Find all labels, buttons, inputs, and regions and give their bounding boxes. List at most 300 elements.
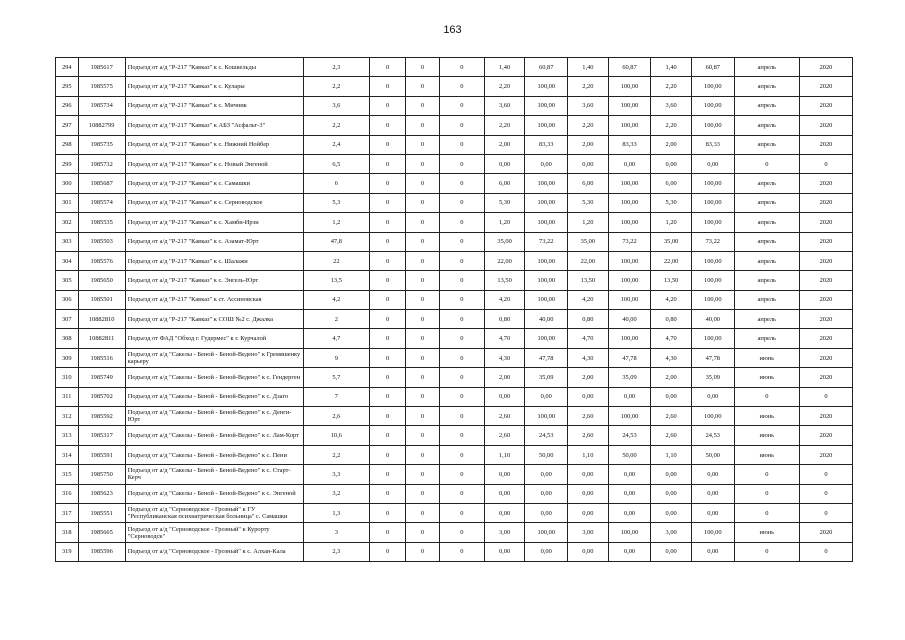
cell-row-number: 300: [56, 174, 79, 193]
cell-value-2: 0: [406, 310, 440, 329]
cell-length: 2,4: [303, 135, 369, 154]
cell-year: 2020: [799, 232, 852, 251]
cell-value-1: 0: [370, 232, 406, 251]
cell-row-number: 306: [56, 290, 79, 309]
cell-year: 2020: [799, 348, 852, 367]
cell-percent-3: 100,00: [691, 251, 734, 270]
cell-value-2: 0: [406, 77, 440, 96]
cell-month: июнь: [734, 426, 799, 445]
cell-length: 22: [303, 251, 369, 270]
cell-percent-2: 100,00: [608, 407, 651, 426]
cell-road-id: 10882811: [78, 329, 125, 348]
cell-road-name: Подъезд от а/д "Р-217 "Кавказ" к АБЗ "Асфальт-3": [125, 116, 303, 135]
cell-value-6: 1,40: [651, 58, 692, 77]
cell-percent-3: 100,00: [691, 407, 734, 426]
cell-value-1: 0: [370, 310, 406, 329]
cell-row-number: 299: [56, 154, 79, 173]
cell-value-4: 4,70: [484, 329, 525, 348]
cell-row-number: 312: [56, 407, 79, 426]
table-row: [56, 484, 853, 503]
cell-road-id: 1985702: [78, 387, 125, 406]
cell-value-2: 0: [406, 523, 440, 542]
cell-percent-2: 0,00: [608, 154, 651, 173]
table-row: [56, 154, 853, 173]
cell-value-5: 1,10: [568, 445, 609, 464]
cell-percent-1: 100,00: [525, 174, 568, 193]
cell-value-6: 2,20: [651, 116, 692, 135]
cell-year: 2020: [799, 135, 852, 154]
cell-value-3: 0: [439, 348, 484, 367]
cell-length: 5,7: [303, 368, 369, 387]
cell-road-id: 1985535: [78, 213, 125, 232]
cell-percent-1: 100,00: [525, 329, 568, 348]
cell-road-id: 1985317: [78, 426, 125, 445]
cell-value-1: 0: [370, 116, 406, 135]
cell-value-3: 0: [439, 523, 484, 542]
cell-length: 3,2: [303, 484, 369, 503]
cell-percent-1: 100,00: [525, 523, 568, 542]
cell-value-5: 0,00: [568, 503, 609, 522]
cell-percent-2: 100,00: [608, 329, 651, 348]
cell-percent-1: 100,00: [525, 96, 568, 115]
cell-road-name: Подъезд от а/д "Р-217 "Кавказ" к с. Кошкельды: [125, 58, 303, 77]
cell-value-2: 0: [406, 465, 440, 484]
cell-value-3: 0: [439, 465, 484, 484]
cell-value-4: 13,50: [484, 271, 525, 290]
cell-value-1: 0: [370, 96, 406, 115]
cell-month: апрель: [734, 193, 799, 212]
cell-road-name: Подъезд от а/д "Сакелы - Беной - Беной-Ведено" к с. Пени: [125, 445, 303, 464]
cell-value-3: 0: [439, 503, 484, 522]
cell-value-2: 0: [406, 116, 440, 135]
cell-value-5: 0,00: [568, 465, 609, 484]
cell-year: 2020: [799, 445, 852, 464]
cell-length: 5,3: [303, 193, 369, 212]
cell-length: 2,6: [303, 407, 369, 426]
cell-road-name: Подъезд от а/д "Р-217 "Кавказ" к с. Хамби-Ирзи: [125, 213, 303, 232]
cell-row-number: 297: [56, 116, 79, 135]
cell-row-number: 304: [56, 251, 79, 270]
cell-road-id: 10882799: [78, 116, 125, 135]
cell-value-6: 22,00: [651, 251, 692, 270]
cell-percent-3: 100,00: [691, 290, 734, 309]
cell-length: 6: [303, 174, 369, 193]
cell-percent-1: 47,78: [525, 348, 568, 367]
cell-year: 2020: [799, 290, 852, 309]
cell-value-6: 0,00: [651, 387, 692, 406]
cell-percent-2: 100,00: [608, 77, 651, 96]
cell-value-5: 6,00: [568, 174, 609, 193]
cell-month: апрель: [734, 174, 799, 193]
cell-road-name: Подъезд от а/д "Сакелы - Беной - Беной-Ведено" к с. Денги-Юрт: [125, 407, 303, 426]
cell-value-4: 2,60: [484, 407, 525, 426]
cell-value-2: 0: [406, 135, 440, 154]
cell-percent-3: 24,53: [691, 426, 734, 445]
cell-value-6: 2,60: [651, 407, 692, 426]
cell-value-5: 0,00: [568, 484, 609, 503]
cell-row-number: 310: [56, 368, 79, 387]
cell-value-1: 0: [370, 348, 406, 367]
cell-value-3: 0: [439, 251, 484, 270]
cell-road-name: Подъезд от ФАД "Обход г. Гудермес" к г. Курчалой: [125, 329, 303, 348]
cell-value-4: 35,00: [484, 232, 525, 251]
cell-length: 2,2: [303, 445, 369, 464]
cell-road-id: 1985750: [78, 465, 125, 484]
cell-percent-3: 60,87: [691, 58, 734, 77]
cell-percent-2: 100,00: [608, 174, 651, 193]
cell-length: 3: [303, 523, 369, 542]
cell-value-6: 2,60: [651, 426, 692, 445]
cell-value-1: 0: [370, 290, 406, 309]
cell-road-name: Подъезд от а/д "Р-217 "Кавказ" к с. Нижний Нойбер: [125, 135, 303, 154]
cell-road-name: Подъезд от а/д "Р-217 "Кавказ" к с. Кулары: [125, 77, 303, 96]
cell-percent-2: 100,00: [608, 290, 651, 309]
table-row: [56, 290, 853, 309]
cell-value-3: 0: [439, 193, 484, 212]
cell-value-2: 0: [406, 232, 440, 251]
cell-month: апрель: [734, 290, 799, 309]
cell-value-3: 0: [439, 58, 484, 77]
cell-value-5: 0,00: [568, 387, 609, 406]
cell-value-6: 0,80: [651, 310, 692, 329]
cell-percent-3: 50,00: [691, 445, 734, 464]
table-row: [56, 503, 853, 522]
cell-year: 0: [799, 465, 852, 484]
cell-road-id: 1985735: [78, 135, 125, 154]
cell-percent-3: 100,00: [691, 329, 734, 348]
cell-year: 2020: [799, 58, 852, 77]
cell-row-number: 308: [56, 329, 79, 348]
cell-value-5: 0,00: [568, 154, 609, 173]
cell-value-4: 2,20: [484, 77, 525, 96]
cell-percent-3: 83,33: [691, 135, 734, 154]
cell-value-6: 4,20: [651, 290, 692, 309]
table-row: [56, 271, 853, 290]
cell-length: 7: [303, 387, 369, 406]
cell-row-number: 307: [56, 310, 79, 329]
cell-value-5: 1,40: [568, 58, 609, 77]
cell-value-1: 0: [370, 271, 406, 290]
table-row: [56, 213, 853, 232]
cell-value-5: 0,00: [568, 542, 609, 561]
table-row: [56, 310, 853, 329]
cell-percent-3: 100,00: [691, 174, 734, 193]
cell-percent-1: 60,87: [525, 58, 568, 77]
cell-year: 2020: [799, 174, 852, 193]
cell-road-id: 1985734: [78, 96, 125, 115]
cell-month: апрель: [734, 271, 799, 290]
cell-percent-1: 100,00: [525, 271, 568, 290]
cell-value-6: 0,00: [651, 503, 692, 522]
cell-value-5: 0,80: [568, 310, 609, 329]
cell-value-3: 0: [439, 310, 484, 329]
cell-value-2: 0: [406, 290, 440, 309]
cell-percent-2: 0,00: [608, 542, 651, 561]
cell-value-4: 2,00: [484, 135, 525, 154]
cell-percent-2: 35,09: [608, 368, 651, 387]
cell-value-2: 0: [406, 348, 440, 367]
cell-road-id: 1985623: [78, 484, 125, 503]
cell-value-5: 1,20: [568, 213, 609, 232]
table-row: [56, 387, 853, 406]
cell-year: 0: [799, 154, 852, 173]
cell-length: 2,2: [303, 77, 369, 96]
cell-road-name: Подъезд от а/д "Р-217 "Кавказ" к с. Энгель-Юрт: [125, 271, 303, 290]
cell-value-4: 0,00: [484, 154, 525, 173]
cell-value-3: 0: [439, 232, 484, 251]
table-row: [56, 77, 853, 96]
cell-row-number: 309: [56, 348, 79, 367]
cell-row-number: 296: [56, 96, 79, 115]
cell-percent-3: 0,00: [691, 154, 734, 173]
cell-year: 2020: [799, 77, 852, 96]
table-row: [56, 426, 853, 445]
cell-month: апрель: [734, 232, 799, 251]
cell-value-1: 0: [370, 445, 406, 464]
cell-value-5: 2,20: [568, 116, 609, 135]
cell-value-5: 22,00: [568, 251, 609, 270]
cell-road-name: Подъезд от а/д "Р-217 "Кавказ" к с. Азамат-Юрт: [125, 232, 303, 251]
cell-value-4: 3,60: [484, 96, 525, 115]
cell-percent-3: 100,00: [691, 193, 734, 212]
cell-month: 0: [734, 484, 799, 503]
cell-value-5: 2,00: [568, 135, 609, 154]
cell-value-1: 0: [370, 368, 406, 387]
cell-month: июнь: [734, 368, 799, 387]
cell-value-6: 3,00: [651, 523, 692, 542]
cell-value-2: 0: [406, 387, 440, 406]
cell-value-1: 0: [370, 135, 406, 154]
cell-value-1: 0: [370, 542, 406, 561]
cell-percent-1: 100,00: [525, 77, 568, 96]
cell-value-5: 3,00: [568, 523, 609, 542]
cell-value-3: 0: [439, 135, 484, 154]
cell-percent-1: 50,00: [525, 445, 568, 464]
cell-value-4: 1,20: [484, 213, 525, 232]
cell-value-3: 0: [439, 445, 484, 464]
cell-value-2: 0: [406, 329, 440, 348]
cell-month: 0: [734, 465, 799, 484]
cell-value-3: 0: [439, 329, 484, 348]
cell-year: 2020: [799, 310, 852, 329]
cell-percent-2: 0,00: [608, 503, 651, 522]
cell-value-6: 4,70: [651, 329, 692, 348]
cell-percent-3: 0,00: [691, 387, 734, 406]
cell-road-id: 1985592: [78, 407, 125, 426]
cell-value-2: 0: [406, 96, 440, 115]
cell-year: 2020: [799, 426, 852, 445]
cell-value-4: 0,00: [484, 542, 525, 561]
cell-month: июнь: [734, 348, 799, 367]
cell-value-3: 0: [439, 542, 484, 561]
cell-value-4: 22,00: [484, 251, 525, 270]
table-row: [56, 329, 853, 348]
cell-value-6: 0,00: [651, 484, 692, 503]
cell-percent-3: 100,00: [691, 523, 734, 542]
cell-road-id: 1985749: [78, 368, 125, 387]
cell-value-4: 4,20: [484, 290, 525, 309]
cell-road-id: 1985687: [78, 174, 125, 193]
cell-value-3: 0: [439, 407, 484, 426]
cell-value-3: 0: [439, 213, 484, 232]
cell-value-6: 2,20: [651, 77, 692, 96]
cell-percent-2: 24,53: [608, 426, 651, 445]
cell-value-5: 2,20: [568, 77, 609, 96]
cell-value-1: 0: [370, 213, 406, 232]
cell-road-id: 10882810: [78, 310, 125, 329]
cell-value-2: 0: [406, 154, 440, 173]
cell-value-6: 6,00: [651, 174, 692, 193]
cell-value-2: 0: [406, 503, 440, 522]
cell-road-id: 1985503: [78, 232, 125, 251]
cell-year: 0: [799, 484, 852, 503]
cell-value-4: 2,20: [484, 116, 525, 135]
cell-percent-1: 83,33: [525, 135, 568, 154]
cell-year: 2020: [799, 271, 852, 290]
cell-road-name: Подъезд от а/д "Сакелы - Беной - Беной-Ведено" к с. Старт-Керч: [125, 465, 303, 484]
cell-value-3: 0: [439, 116, 484, 135]
cell-value-6: 1,20: [651, 213, 692, 232]
table-row: [56, 523, 853, 542]
cell-road-name: Подъезд от а/д "Сакелы - Беной - Беной-Ведено" к Гремяшенку карьеру: [125, 348, 303, 367]
cell-percent-2: 60,87: [608, 58, 651, 77]
cell-value-1: 0: [370, 77, 406, 96]
cell-length: 10,6: [303, 426, 369, 445]
cell-month: 0: [734, 387, 799, 406]
cell-road-id: 1985576: [78, 251, 125, 270]
cell-value-3: 0: [439, 426, 484, 445]
page-number: 163: [443, 24, 462, 36]
cell-row-number: 318: [56, 523, 79, 542]
cell-value-6: 2,00: [651, 368, 692, 387]
cell-value-6: 5,30: [651, 193, 692, 212]
cell-percent-2: 40,00: [608, 310, 651, 329]
table-row: [56, 58, 853, 77]
cell-value-5: 4,30: [568, 348, 609, 367]
cell-percent-2: 50,00: [608, 445, 651, 464]
cell-percent-3: 100,00: [691, 77, 734, 96]
cell-value-1: 0: [370, 329, 406, 348]
cell-road-id: 1985596: [78, 542, 125, 561]
cell-road-id: 1985617: [78, 58, 125, 77]
cell-length: 4,2: [303, 290, 369, 309]
cell-road-id: 1985650: [78, 271, 125, 290]
cell-percent-3: 0,00: [691, 465, 734, 484]
cell-value-4: 1,10: [484, 445, 525, 464]
cell-row-number: 294: [56, 58, 79, 77]
cell-road-name: Подъезд от а/д "Серноводское - Грозный" к Курорту "Серноводск": [125, 523, 303, 542]
cell-value-1: 0: [370, 484, 406, 503]
cell-percent-3: 100,00: [691, 213, 734, 232]
cell-row-number: 303: [56, 232, 79, 251]
cell-value-1: 0: [370, 407, 406, 426]
cell-value-2: 0: [406, 426, 440, 445]
cell-row-number: 311: [56, 387, 79, 406]
cell-value-6: 0,00: [651, 465, 692, 484]
cell-road-name: Подъезд от а/д "Р-217 "Кавказ" к с. Шалажи: [125, 251, 303, 270]
cell-year: 2020: [799, 213, 852, 232]
table-body: [56, 58, 853, 562]
cell-row-number: 295: [56, 77, 79, 96]
cell-road-name: Подъезд от а/д "Сакелы - Беной - Беной-Ведено" к с. Гендерген: [125, 368, 303, 387]
cell-value-1: 0: [370, 58, 406, 77]
cell-value-4: 2,60: [484, 426, 525, 445]
cell-value-3: 0: [439, 290, 484, 309]
cell-road-id: 1985732: [78, 154, 125, 173]
cell-row-number: 305: [56, 271, 79, 290]
cell-percent-1: 100,00: [525, 290, 568, 309]
cell-value-5: 4,20: [568, 290, 609, 309]
table-row: [56, 465, 853, 484]
cell-length: 47,8: [303, 232, 369, 251]
cell-month: апрель: [734, 58, 799, 77]
cell-value-4: 3,00: [484, 523, 525, 542]
cell-percent-2: 100,00: [608, 96, 651, 115]
cell-road-name: Подъезд от а/д "Р-217 "Кавказ" к с. Серноводское: [125, 193, 303, 212]
roads-table: [55, 57, 853, 562]
cell-row-number: 317: [56, 503, 79, 522]
cell-length: 2,3: [303, 58, 369, 77]
cell-road-id: 1985665: [78, 523, 125, 542]
cell-length: 9: [303, 348, 369, 367]
table-row: [56, 135, 853, 154]
cell-month: апрель: [734, 135, 799, 154]
cell-month: апрель: [734, 213, 799, 232]
cell-length: 2: [303, 310, 369, 329]
cell-length: 13,5: [303, 271, 369, 290]
cell-value-3: 0: [439, 154, 484, 173]
cell-year: 2020: [799, 193, 852, 212]
cell-year: 2020: [799, 368, 852, 387]
cell-value-5: 2,00: [568, 368, 609, 387]
cell-length: 1,3: [303, 503, 369, 522]
table-row: [56, 193, 853, 212]
cell-year: 0: [799, 387, 852, 406]
cell-road-name: Подъезд от а/д "Серноводское - Грозный" к с. Алхан-Кала: [125, 542, 303, 561]
table-row: [56, 348, 853, 367]
cell-value-5: 4,70: [568, 329, 609, 348]
cell-month: апрель: [734, 116, 799, 135]
table-row: [56, 251, 853, 270]
cell-length: 1,2: [303, 213, 369, 232]
cell-road-id: 1985516: [78, 348, 125, 367]
cell-value-3: 0: [439, 271, 484, 290]
cell-road-name: Подъезд от а/д "Р-217 "Кавказ" к с. Мичник: [125, 96, 303, 115]
cell-row-number: 319: [56, 542, 79, 561]
cell-value-2: 0: [406, 484, 440, 503]
cell-value-5: 35,00: [568, 232, 609, 251]
cell-road-name: Подъезд от а/д "Р-217 "Кавказ" к с. Новый Энгеной: [125, 154, 303, 173]
cell-value-4: 0,00: [484, 387, 525, 406]
cell-value-4: 2,00: [484, 368, 525, 387]
cell-percent-1: 0,00: [525, 484, 568, 503]
cell-value-1: 0: [370, 387, 406, 406]
cell-road-name: Подъезд от а/д "Сакелы - Беной - Беной-Ведено" к с. Лам-Корт: [125, 426, 303, 445]
cell-month: апрель: [734, 329, 799, 348]
cell-value-2: 0: [406, 407, 440, 426]
cell-value-6: 0,00: [651, 542, 692, 561]
cell-row-number: 298: [56, 135, 79, 154]
cell-value-3: 0: [439, 387, 484, 406]
cell-percent-3: 0,00: [691, 542, 734, 561]
cell-value-3: 0: [439, 484, 484, 503]
cell-month: июнь: [734, 407, 799, 426]
cell-value-6: 13,50: [651, 271, 692, 290]
cell-value-2: 0: [406, 445, 440, 464]
cell-row-number: 301: [56, 193, 79, 212]
cell-value-1: 0: [370, 174, 406, 193]
cell-row-number: 302: [56, 213, 79, 232]
